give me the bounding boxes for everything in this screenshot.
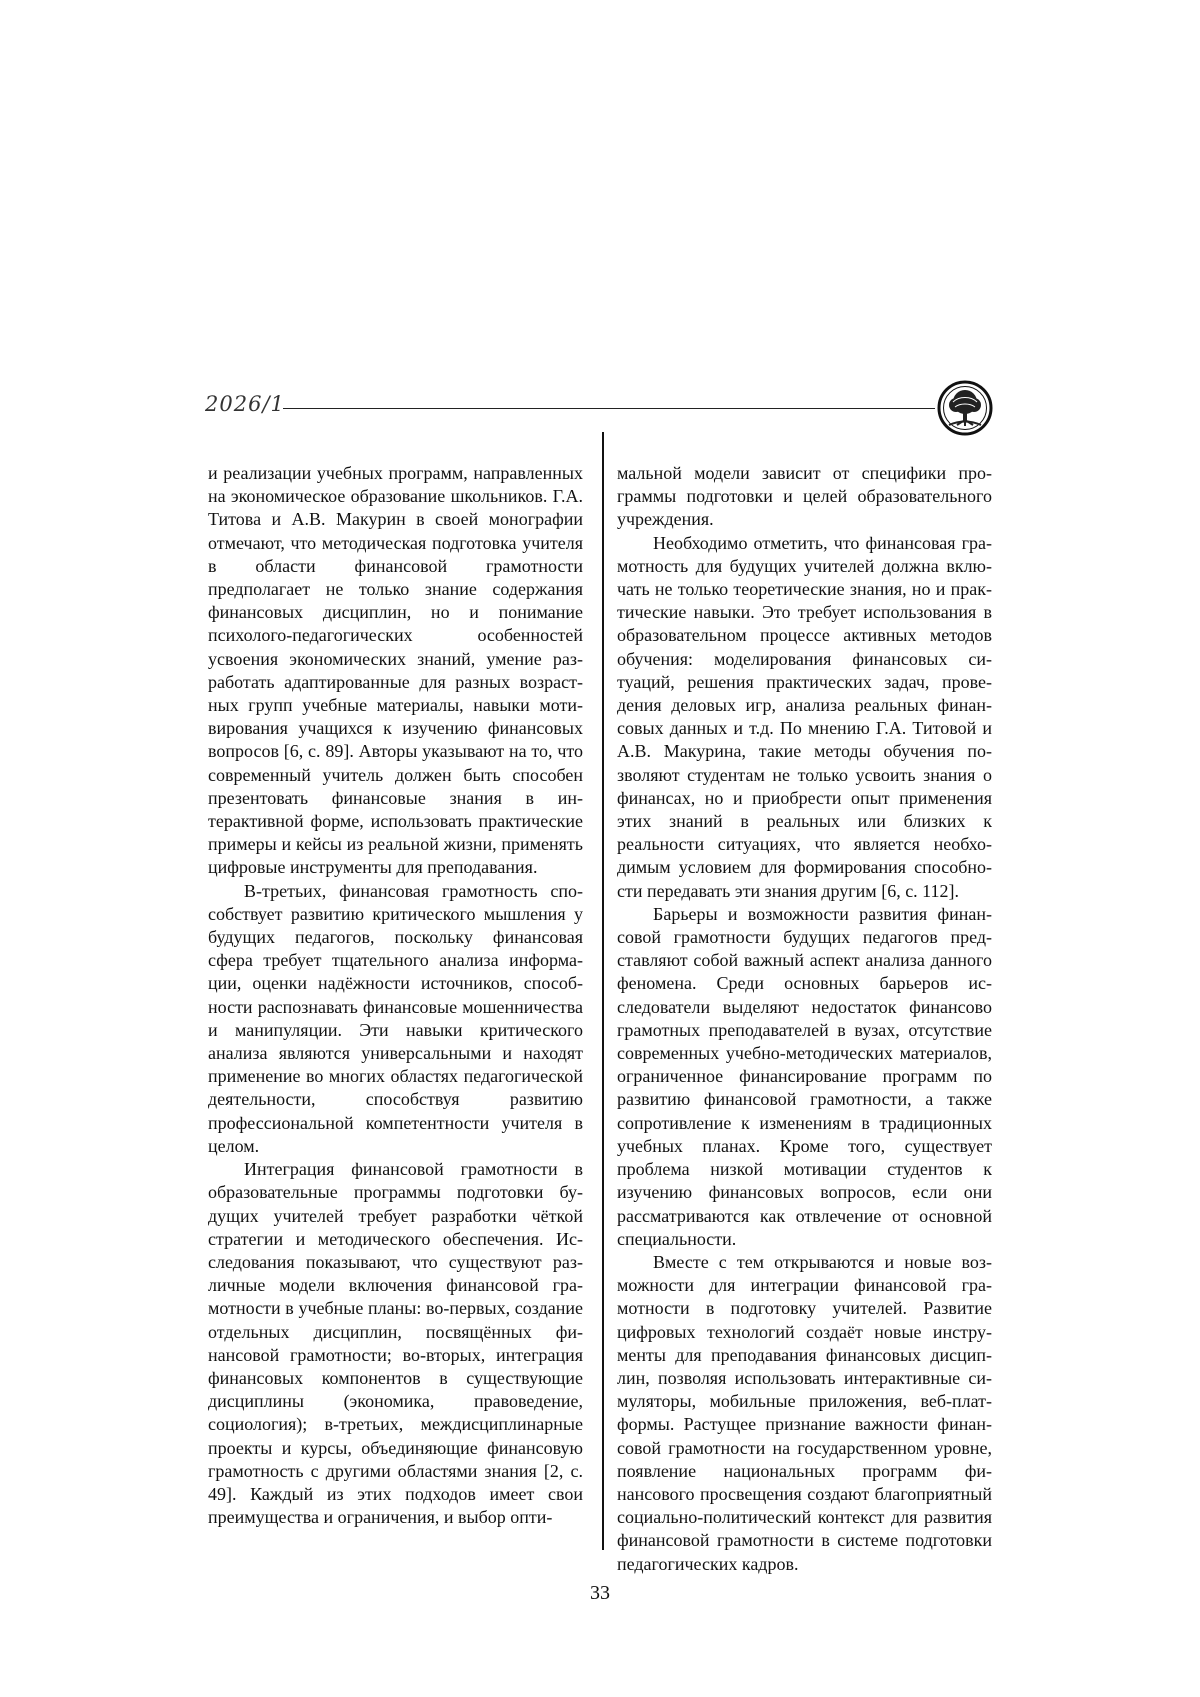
paragraph: Вместе с тем открываются и новые возможности для интеграции финансовой грамотности в подготовку учителей. Развитие цифровых технологий создаёт новые инструменты для преподавания финансовых дисциплин, позволяя использовать интерактивные симуляторы, мобильные приложения, веб-платформы. Растущее признание важности финансовой грамотности на государственном уровне, появление национальных программ финансового просвещения создают благоприятный социально-политический контекст для развития финансовой грамотности в системе подготовки педагогических кадров. (617, 1251, 992, 1574)
paragraph: и реализации учебных программ, направленных на экономическое образование школьников. Г.А. Титова и А.В. Макурин в своей монографии отмечают, что методическая подготовка учителя в области финансовой грамотности предполагает не только знание содержания финансовых дисциплин, но и понимание психолого-педагогических особенностей усвоения экономических знаний, умение разработать адаптированные для разных возрастных групп учебные материалы, навыки мотивирования учащихся к изучению финансовых вопросов [6, с. 89]. Авторы указывают на то, что современный учитель должен быть способен презентовать финансовые знания в интерактивной форме, использовать практические примеры и кейсы из реальной жизни, применять цифровые инструменты для преподавания. (208, 463, 583, 878)
page-number: 33 (590, 1582, 610, 1604)
paragraph: мальной модели зависит от специфики программы подготовки и целей образовательного учреждения. (617, 463, 992, 530)
running-header (205, 380, 1000, 440)
issue-label: 2026/1 (205, 392, 285, 416)
paragraph: Необходимо отметить, что финансовая грамотность для будущих учителей должна включать не только теоретические знания, но и практические навыки. Это требует использования в образовательном процессе активных методов обучения: моделирования финансовых ситуаций, решения практических задач, проведения деловых игр, анализа реальных финансовых данных и т.д. По мнению Г.А. Титовой и А.В. Макурина, такие методы обучения позволяют студентам не только усвоить знания о финансах, но и приобрести опыт применения этих знаний в реальных или близких к реальности ситуациях, что является необходимым условием для формирования способности передавать эти знания другим [6, с. 112]. (617, 532, 992, 901)
paragraph: Интеграция финансовой грамотности в образовательные программы подготовки будущих учителей требует разработки чёткой стратегии и методического обеспечения. Исследования показывают, что существуют различные модели включения финансовой грамотности в учебные планы: во-первых, создание отдельных дисциплин, посвящённых финансовой грамотности; во-вторых, интеграция финансовых компонентов в существующие дисциплины (экономика, правоведение, социология); в-третьих, междисциплинарные проекты и курсы, объединяющие финансовую грамотность с другими областями знания [2, с. 49]. Каждый из этих подходов имеет свои преимущества и ограничения, и выбор опти- (208, 1159, 583, 1528)
paragraph: Барьеры и возможности развития финансовой грамотности будущих педагогов представляют собой важный аспект анализа данного феномена. Среди основных барьеров исследователи выделяют недостаток финансово грамотных преподавателей в вузах, отсутствие современных учебно-методических материалов, ограниченное финансирование программ по развитию финансовой грамотности, а также сопротивление к изменениям в традиционных учебных планах. Кроме того, существует проблема низкой мотивации студентов к изучению финансовых вопросов, если они рассматриваются как отвлечение от основной специальности. (617, 903, 992, 1249)
left-column (208, 462, 583, 1529)
column-divider (602, 432, 604, 1550)
header-rule (283, 408, 935, 409)
right-column (617, 462, 992, 1576)
tree-emblem-icon (937, 380, 993, 436)
paragraph: В-третьих, финансовая грамотность способствует развитию критического мышления у будущих педагогов, поскольку финансовая сфера требует тщательного анализа информации, оценки надёжности источников, способности распознавать финансовые мошенничества и манипуляции. Эти навыки критического анализа являются универсальными и находят применение во многих областях педагогической деятельности, способствуя развитию профессиональной компетентности учителя в целом. (208, 880, 583, 1156)
